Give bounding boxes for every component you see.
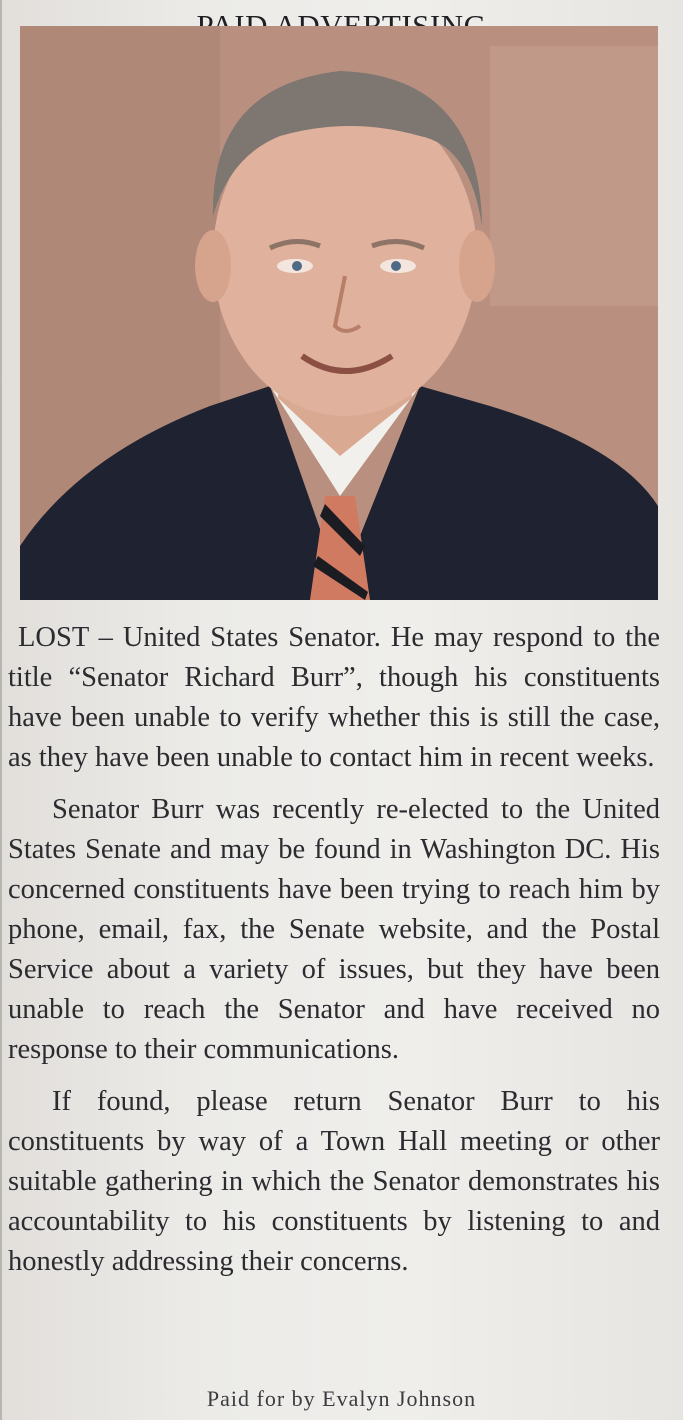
paragraph-if-found: If found, please return Senator Burr to his constituents by way of a Town Hall meeting or other suitable gathering in which the Senator demonstrates his accountability to his constituents by listening to and honestly addressing their concerns. bbox=[8, 1086, 660, 1277]
ad-body bbox=[8, 618, 660, 1294]
page-edge-rule bbox=[0, 0, 2, 1420]
paragraph-reelected: Senator Burr was recently re-elected to the United States Senate and may be found in Washington DC. His concerned constituents have been trying to reach him by phone, email, fax, the Senate website, and the Postal Service about a variety of issues, but they have been unable to reach the Senator and have received no response to their communications. bbox=[8, 794, 660, 1065]
portrait-photo bbox=[20, 26, 658, 600]
paragraph-lost: LOST – United States Senator. He may respond to the title “Senator Richard Burr”, though his constituents have been unable to verify whether this is still the case, as they have been unable to contact him in recent weeks. bbox=[8, 622, 660, 773]
paid-for-credit: Paid for by Evalyn Johnson bbox=[206, 1386, 477, 1411]
portrait-illustration bbox=[20, 26, 658, 600]
